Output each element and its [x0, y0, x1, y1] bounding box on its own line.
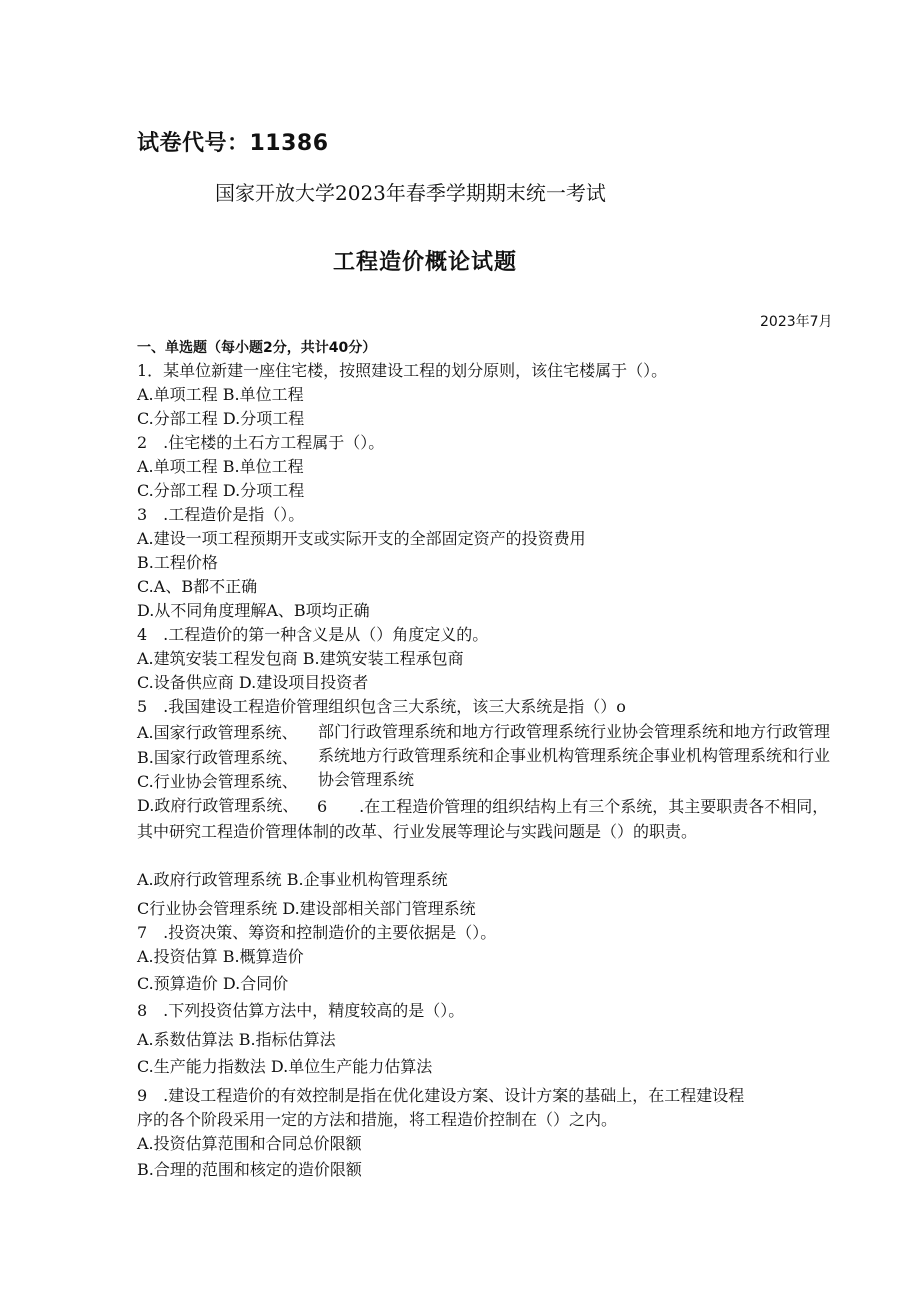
question-5-option-a: A.国家行政管理系统、	[137, 723, 298, 742]
exam-name: 国家开放大学2023年春季学期期末统一考试	[215, 181, 606, 205]
question-4-options-ab: A.建筑安装工程发包商 B.建筑安装工程承包商	[137, 649, 464, 668]
question-3: 3 .工程造价是指（）。	[137, 505, 305, 524]
question-6-options-cd: C行业协会管理系统 D.建设部相关部门管理系统	[137, 899, 476, 918]
question-9-option-a: A.投资估算范围和合同总价限额	[137, 1134, 362, 1153]
question-5-option-text: 部门行政管理系统和地方行政管理系统行业协会管理系统和地方行政管理系统地方行政管理系统和企事业机构管理系统企事业机构管理系统和行业协会管理系统	[318, 722, 831, 789]
question-7: 7 .投资决策、筹资和控制造价的主要依据是（）。	[137, 923, 497, 942]
question-5-option-b: B.国家行政管理系统、	[137, 748, 298, 767]
question-1: 1．某单位新建一座住宅楼，按照建设工程的划分原则，该住宅楼属于（）。	[137, 361, 668, 380]
question-2-options-cd: C.分部工程 D.分项工程	[137, 481, 305, 500]
page-title: 工程造价概论试题	[333, 250, 518, 275]
question-4: 4 .工程造价的第一种含义是从（）角度定义的。	[137, 625, 489, 644]
question-3-option-b: B.工程价格	[137, 553, 218, 572]
question-9: 9 .建设工程造价的有效控制是指在优化建设方案、设计方案的基础上，在工程建设程	[137, 1086, 745, 1105]
question-7-options-cd: C.预算造价 D.合同价	[137, 974, 289, 993]
question-2-options-ab: A.单项工程 B.单位工程	[137, 457, 304, 476]
question-5-option-c: C.行业协会管理系统、	[137, 772, 298, 791]
question-6-options-ab: A.政府行政管理系统 B.企事业机构管理系统	[137, 870, 448, 889]
question-8-options-cd: C.生产能力指数法 D.单位生产能力估算法	[137, 1057, 433, 1076]
question-1-options-cd: C.分部工程 D.分项工程	[137, 409, 305, 428]
question-8: 8 .下列投资估算方法中，精度较高的是（）。	[137, 1001, 465, 1020]
exam-code: 试卷代号：11386	[137, 131, 329, 156]
question-1-options-ab: A.单项工程 B.单位工程	[137, 385, 304, 404]
section-heading: 一、单选题（每小题2分，共计40分）	[137, 340, 377, 356]
question-9-continued: 序的各个阶段采用一定的方法和措施，将工程造价控制在（）之内。	[137, 1110, 618, 1129]
question-9-option-b: B.合理的范围和核定的造价限额	[137, 1160, 362, 1179]
question-3-option-c: C.A、B都不正确	[137, 577, 258, 596]
question-2: 2 .住宅楼的土石方工程属于（）。	[137, 433, 385, 452]
question-7-options-ab: A.投资估算 B.概算造价	[137, 947, 304, 966]
question-3-option-a: A.建设一项工程预期开支或实际开支的全部固定资产的投资费用	[137, 529, 586, 548]
question-5: 5 .我国建设工程造价管理组织包含三大系统，该三大系统是指（）o	[137, 697, 626, 716]
question-5-option-d: D.政府行政管理系统、	[137, 796, 299, 815]
question-3-option-d: D.从不同角度理解A、B项均正确	[137, 601, 370, 620]
question-6: 6 .在工程造价管理的组织结构上有三个系统，其主要职责各不相同，其中研究工程造价管理体制的改革、行业发展等理论与实践问题是（）的职责。	[137, 797, 829, 841]
question-8-options-ab: A.系数估算法 B.指标估算法	[137, 1030, 336, 1049]
question-4-options-cd: C.设备供应商 D.建设项目投资者	[137, 673, 369, 692]
exam-date: 2023年7月	[760, 314, 833, 330]
